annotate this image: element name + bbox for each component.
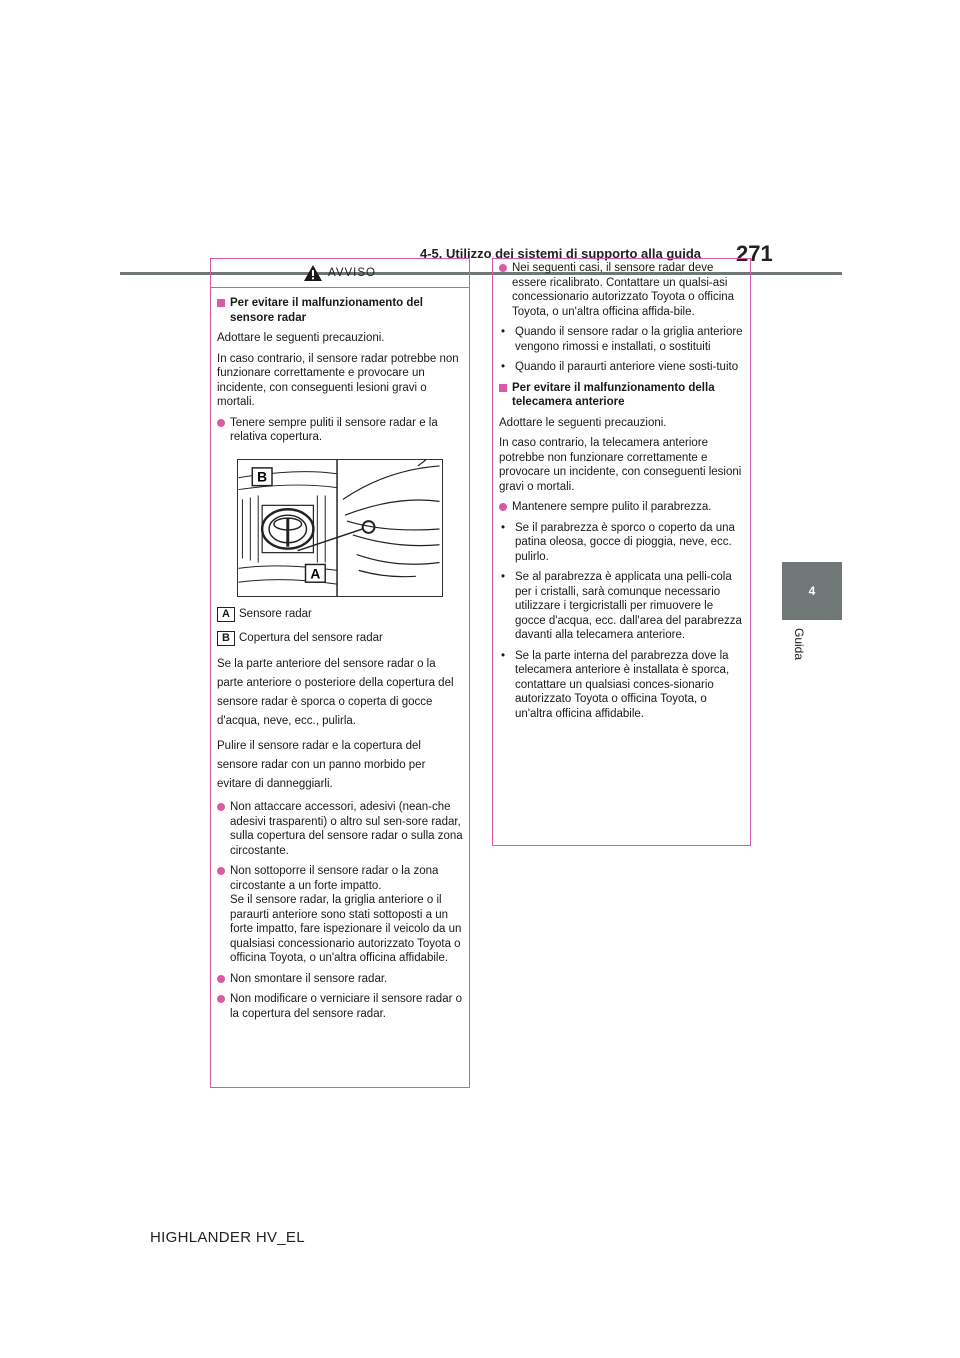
footer-model: HIGHLANDER HV_EL (150, 1229, 305, 1246)
paragraph: In caso contrario, la telecamera anteriore potrebbe non funzionare correttamente e provocare un incidente, con conseguenti lesioni gravi o mortali. (499, 437, 742, 493)
square-bullet-icon (499, 384, 507, 392)
dot-bullet-icon (217, 995, 225, 1003)
list-item: • Se la parte interna del parabrezza dove la telecamera anteriore è installata è sporca, contattare un qualsiasi conces-sionario autorizzato Toyota o officina Toyota, o un'altra officina affidabile. (501, 649, 730, 720)
dot-bullet-icon (217, 867, 225, 875)
radar-sensor-illustration (237, 459, 443, 597)
legend-sensor-radar: A Sensore radar (217, 607, 463, 622)
radar-heading: Per evitare il malfunzionamento del sensore radar (217, 296, 463, 325)
bullet-icon: • (501, 521, 506, 534)
warning-content-right (493, 259, 750, 721)
square-bullet-icon (217, 299, 225, 307)
section-title: 4-5. Utilizzo dei sistemi di supporto alla guida (420, 246, 701, 261)
bullet-icon: • (501, 571, 506, 583)
list-item: • Quando il paraurti anteriore viene sosti-tuito (501, 361, 739, 373)
figure-label-b: B (257, 469, 268, 485)
dot-bullet-icon (217, 803, 225, 811)
paragraph: In caso contrario, il sensore radar potrebbe non funzionare correttamente e provocare un incidente, con conseguenti lesioni gravi o mortali. (217, 352, 459, 408)
warning-triangle-icon (304, 265, 322, 281)
bullet-icon: • (501, 326, 506, 338)
paragraph: Pulire il sensore radar e la copertura del sensore radar con un panno morbido per evitare di danneggiarli. (217, 740, 426, 790)
legend-key-b: B (217, 631, 235, 646)
list-item: Nei seguenti casi, il sensore radar deve essere ricalibrato. Contattare un qualsi-asi concessionario autorizzato Toyota o officina Toyota, o un'altra officina affida-bile. (499, 261, 744, 319)
paragraph: Se la parte anteriore del sensore radar o la parte anteriore o posteriore della copertura del sensore radar è sporca o coperta di gocce d'acqua, neve, ecc., pulirla. (217, 658, 454, 727)
chapter-tab: 4 (782, 562, 842, 620)
list-item: Non smontare il sensore radar. (217, 972, 463, 987)
dot-bullet-icon (499, 264, 507, 272)
list-item: • Se il parabrezza è sporco o coperto da una patina oleosa, gocce di pioggia, neve, ecc. pulirlo. (501, 521, 735, 563)
legend-key-a: A (217, 607, 235, 622)
list-item: • Quando il sensore radar o la griglia anteriore vengono rimossi e installati, o sostituiti (501, 326, 743, 353)
list-item: Non attaccare accessori, adesivi (nean-che adesivi trasparenti) o altro sul sen-sore radar, sulla copertura del sensore radar o sulla zona circostante. (217, 800, 463, 858)
chapter-label: Guida (792, 628, 806, 661)
legend-sensor-cover: B Copertura del sensore radar (217, 631, 463, 646)
list-item: Tenere sempre puliti il sensore radar e la relativa copertura. (217, 416, 463, 445)
list-item: Non sottoporre il sensore radar o la zona circostante a un forte impatto. Se il sensore radar, la griglia anteriore o il paraurti anteriore sono stati sottoposti a un forte impatto, fare ispezionare il veicolo da un qualsiasi concessionario autorizzato Toyota o officina Toyota, o un'altra officina affidabile. (217, 864, 463, 966)
warning-content-left (211, 288, 469, 1021)
page-number: 271 (736, 241, 773, 266)
warning-box-right (492, 258, 751, 846)
list-item: Mantenere sempre pulito il parabrezza. (499, 500, 744, 515)
warning-label: AVVISO (328, 267, 376, 279)
list-item: Non modificare o verniciare il sensore radar o la copertura del sensore radar. (217, 992, 463, 1021)
warning-box-left (210, 258, 470, 1088)
camera-heading: Per evitare il malfunzionamento della telecamera anteriore (499, 381, 744, 410)
dot-bullet-icon (217, 419, 225, 427)
paragraph: Adottare le seguenti precauzioni. (217, 332, 385, 344)
dot-bullet-icon (499, 503, 507, 511)
warning-header (211, 259, 469, 288)
paragraph: Adottare le seguenti precauzioni. (499, 416, 667, 429)
list-item: • Se al parabrezza è applicata una pelli-cola per i cristalli, sarà comunque necessario utilizzare i tergicristalli per rimuovere le gocce d'acqua, ecc. dall'area del parabrezza davanti alla telecamera anteriore. (501, 571, 742, 641)
bullet-icon: • (501, 361, 506, 373)
bullet-icon: • (501, 649, 506, 662)
figure-label-a: A (310, 565, 321, 581)
dot-bullet-icon (217, 975, 225, 983)
